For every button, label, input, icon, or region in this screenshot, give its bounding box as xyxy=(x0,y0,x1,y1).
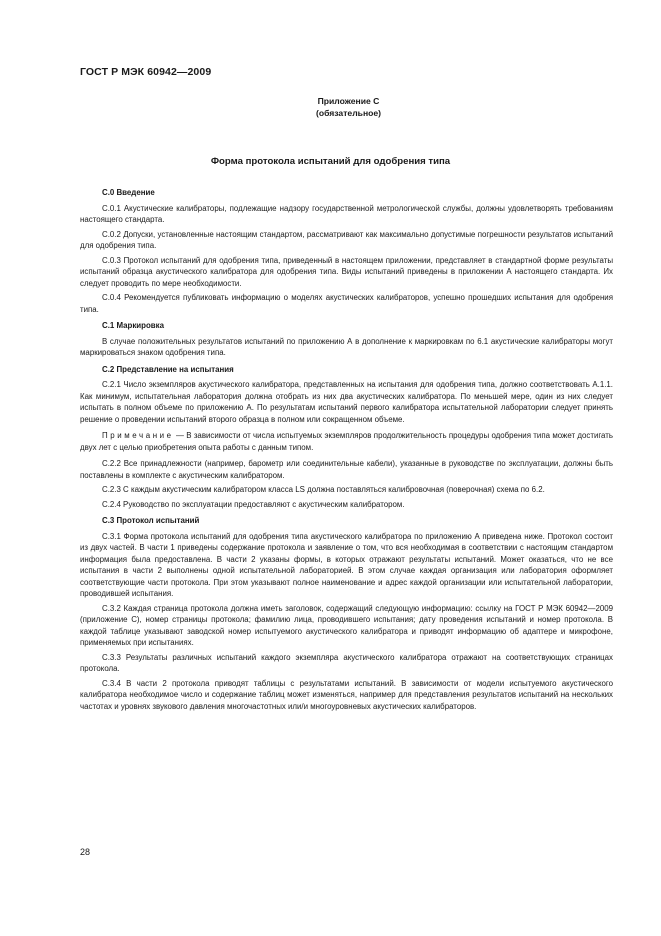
clause-c1-text: В случае положительных результатов испытаний по приложению А в дополнение к маркировкам по 6.1 акустические калибраторы могут маркироваться знаком одобрения типа. xyxy=(80,336,613,357)
clause-c3-1: С.3.1 Форма протокола испытаний для одобрения типа акустического калибратора по приложению А приведена ниже. Протокол состоит из двух частей. В части 1 приведены содержание протокола и заявление о том, что вся необходимая в соответствии с настоящим стандартом информация была предоставлена. В части 2 указаны формы, в которых отражают результаты испытаний. Может оказаться, что не все испытания в части 2 выполнены одной испытательной лабораторией. В этом случае каждая организация или лаборатория оформляет соответствующие части протокола. При этом указывают полное наименование и адрес каждой организации или испытательной лаборатории, проводившей испытания. xyxy=(80,531,613,598)
clause-c3-3: С.3.3 Результаты различных испытаний каждого экземпляра акустического калибратора отражают на соответствующих страницах протокола. xyxy=(80,652,613,673)
section-c1-heading: С.1 Маркировка xyxy=(102,321,164,330)
note-label: Примечание xyxy=(102,431,174,440)
document-header: ГОСТ Р МЭК 60942—2009 xyxy=(80,66,212,78)
annex-title: Приложение С xyxy=(317,96,380,106)
annex-heading xyxy=(0,95,661,119)
page-number: 28 xyxy=(80,847,91,857)
clause-c2-3: С.2.3 С каждым акустическим калибратором класса LS должна поставляться калибровочная (поверочная) схема по 6.2. xyxy=(102,485,545,494)
clause-c0-4: С.0.4 Рекомендуется публиковать информацию о моделях акустических калибраторов, успешно прошедших испытания для одобрения типа. xyxy=(80,293,613,314)
section-c3-heading: С.3 Протокол испытаний xyxy=(102,516,200,525)
section-c2-heading: С.2 Представление на испытания xyxy=(102,364,234,374)
clause-c0-1: С.0.1 Акустические калибраторы, подлежащие надзору государственной метрологической службы, должны удовлетворять требованиям настоящего стандарта. xyxy=(80,203,613,224)
document-body xyxy=(80,187,613,715)
clause-c2-2: С.2.2 Все принадлежности (например, барометр или соединительные кабели), указанные в руководстве по эксплуатации, должны быть поставлены в комплекте с акустическим калибратором. xyxy=(80,459,613,480)
annex-status: (обязательное) xyxy=(315,108,382,118)
section-c0-heading: С.0 Введение xyxy=(102,188,155,197)
clause-c0-2: С.0.2 Допуски, установленные настоящим стандартом, рассматривают как максимально допустимые погрешности результатов испытаний для одобрения типа. xyxy=(80,229,613,250)
form-title: Форма протокола испытаний для одобрения типа xyxy=(210,156,451,167)
clause-c3-4: С.3.4 В части 2 протокола приводят таблицы с результатами испытаний. В зависимости от модели испытуемого акустического калибратора необходимое число и содержание таблиц может изменяться, например для представления результатов испытаний на нескольких частотах и уровнях звукового давления многочастотных или/и многоуровневых акустических калибраторов. xyxy=(80,678,613,711)
clause-c2-1: С.2.1 Число экземпляров акустического калибратора, представленных на испытания для одобрения типа, должно соответствовать А.1.1. Как минимум, испытательная лаборатория должна отобрать из них два акустических калибратора. По меньшей мере, один из них следует испытать в полном объеме по приложению А. По результатам испытаний первого калибратора испытательной лаборатории следует принять решение о проведении испытаний второго образца в полном или сокращенном объеме. xyxy=(80,380,613,424)
note-c2 xyxy=(80,430,613,453)
clause-c2-4: С.2.4 Руководство по эксплуатации предоставляют с акустическим калибратором. xyxy=(102,499,405,509)
note-text: — В зависимости от числа испытуемых экземпляров продолжительность процедуры одобрения типа может достигать двух лет с целью приобретения опыта работы с данным типом. xyxy=(80,431,613,452)
clause-c3-2: С.3.2 Каждая страница протокола должна иметь заголовок, содержащий следующую информацию: ссылку на ГОСТ Р МЭК 60942—2009 (приложение С), номер страницы протокола; фамилию лица, проводившего испытания; дату проведения испытаний и номер протокола. В каждой таблице указывают заводской номер испытуемого акустического калибратора и приводят информацию об адаптере и микрофоне, применяемых при испытаниях. xyxy=(80,603,613,647)
clause-c0-3: С.0.3 Протокол испытаний для одобрения типа, приведенный в настоящем приложении, представляет в стандартной форме результаты испытаний образца акустического калибратора для одобрения типа. Виды испытаний приведены в приложении А настоящего стандарта. Их следует проводить по мере необходимости. xyxy=(80,255,613,288)
